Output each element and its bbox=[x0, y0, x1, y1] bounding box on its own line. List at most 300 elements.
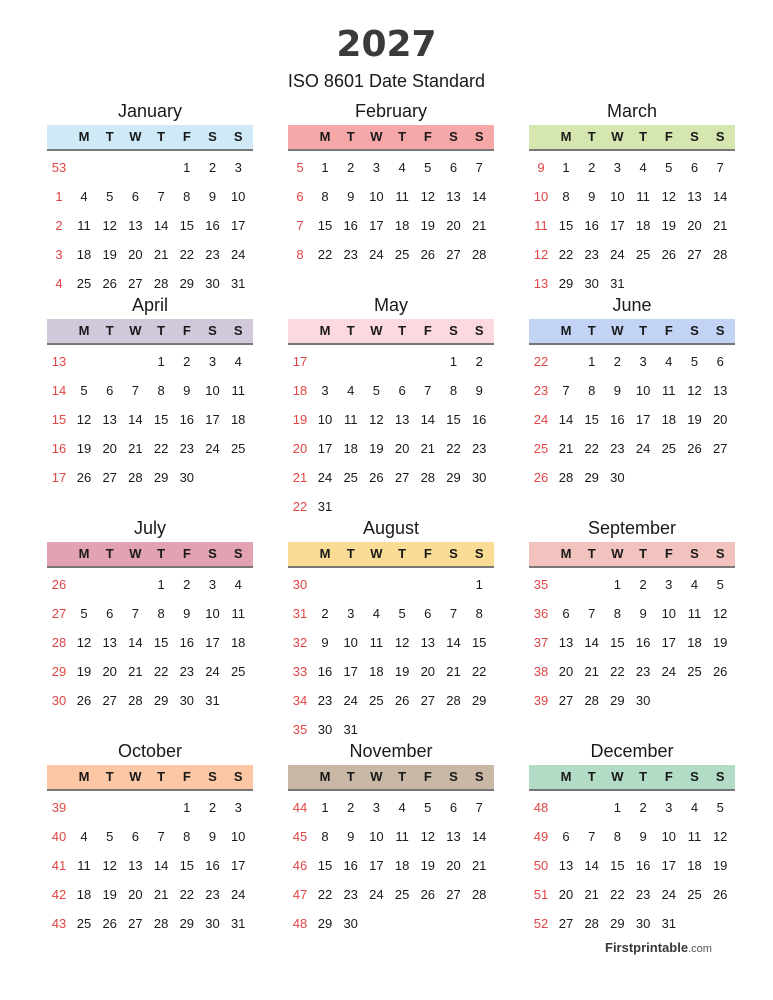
week-number: 40 bbox=[51, 829, 67, 844]
weekday-label: T bbox=[157, 129, 166, 144]
weekday-label: M bbox=[560, 129, 572, 144]
day-cell: 15 bbox=[584, 412, 599, 427]
week-number: 22 bbox=[533, 354, 549, 369]
day-cell: 18 bbox=[230, 635, 246, 650]
day-cell: 5 bbox=[372, 383, 380, 398]
day-cell: 30 bbox=[635, 693, 651, 708]
day-cell: 9 bbox=[613, 383, 621, 398]
week-number: 28 bbox=[51, 635, 67, 650]
day-cell: 21 bbox=[153, 887, 169, 902]
day-cell: 19 bbox=[102, 247, 117, 262]
day-cell: 23 bbox=[179, 664, 195, 679]
weekday-label: F bbox=[664, 323, 673, 338]
day-cell: 22 bbox=[153, 441, 169, 456]
day-cell: 4 bbox=[80, 829, 88, 844]
day-cell: 25 bbox=[635, 247, 651, 262]
week-number: 4 bbox=[55, 276, 63, 291]
day-cell: 17 bbox=[205, 635, 220, 650]
weekday-header bbox=[47, 542, 253, 568]
day-cell: 22 bbox=[558, 247, 574, 262]
day-cell: 26 bbox=[369, 470, 384, 485]
weekday-label: W bbox=[129, 546, 142, 561]
day-cell: 9 bbox=[183, 383, 191, 398]
day-cell: 16 bbox=[343, 218, 358, 233]
weekday-label: S bbox=[233, 323, 243, 338]
day-cell: 18 bbox=[687, 858, 702, 873]
day-cell: 10 bbox=[661, 606, 677, 621]
day-cell: 12 bbox=[712, 606, 728, 621]
day-cell: 9 bbox=[208, 829, 217, 844]
weekday-label: F bbox=[664, 546, 673, 561]
day-cell: 15 bbox=[558, 218, 574, 233]
day-cell: 25 bbox=[369, 693, 384, 708]
week-number: 31 bbox=[292, 606, 308, 621]
day-cell: 27 bbox=[420, 693, 436, 708]
day-cell: 8 bbox=[183, 829, 191, 844]
weekday-label: F bbox=[423, 769, 432, 784]
weekday-label: S bbox=[690, 129, 699, 144]
day-cell: 14 bbox=[471, 189, 487, 204]
day-cell: 19 bbox=[420, 858, 436, 873]
day-cell: 23 bbox=[584, 247, 599, 262]
day-cell: 27 bbox=[687, 247, 702, 262]
day-cell: 28 bbox=[471, 247, 487, 262]
day-cell: 6 bbox=[106, 606, 114, 621]
day-cell: 18 bbox=[369, 664, 384, 679]
day-cell: 13 bbox=[687, 189, 702, 204]
day-cell: 10 bbox=[369, 829, 384, 844]
day-cell: 7 bbox=[131, 606, 139, 621]
day-cell: 18 bbox=[394, 858, 410, 873]
day-cell: 1 bbox=[449, 354, 458, 369]
day-cell: 30 bbox=[205, 916, 220, 931]
day-cell: 8 bbox=[613, 606, 621, 621]
weekday-label: W bbox=[129, 323, 142, 338]
weekday-label: W bbox=[611, 129, 624, 144]
weekday-label: T bbox=[587, 546, 596, 561]
day-cell: 12 bbox=[712, 829, 728, 844]
day-cell: 15 bbox=[317, 218, 333, 233]
day-cell: 21 bbox=[471, 858, 487, 873]
day-cell: 1 bbox=[157, 354, 165, 369]
day-cell: 20 bbox=[558, 887, 574, 902]
week-number: 25 bbox=[533, 441, 549, 456]
day-cell: 29 bbox=[317, 916, 333, 931]
week-number: 17 bbox=[292, 354, 308, 369]
day-cell: 7 bbox=[157, 189, 165, 204]
day-cell: 16 bbox=[471, 412, 487, 427]
weekday-label: T bbox=[639, 546, 648, 561]
day-cell: 8 bbox=[562, 189, 570, 204]
day-cell: 23 bbox=[179, 441, 195, 456]
week-number: 20 bbox=[292, 441, 308, 456]
day-cell: 19 bbox=[712, 635, 728, 650]
day-cell: 14 bbox=[471, 829, 487, 844]
day-cell: 21 bbox=[446, 664, 461, 679]
day-cell: 16 bbox=[343, 858, 358, 873]
day-cell: 16 bbox=[635, 635, 651, 650]
day-cell: 24 bbox=[369, 247, 384, 262]
day-cell: 22 bbox=[317, 887, 333, 902]
weekday-label: S bbox=[208, 769, 217, 784]
week-number: 43 bbox=[51, 916, 67, 931]
day-cell: 9 bbox=[208, 189, 217, 204]
day-cell: 25 bbox=[230, 441, 246, 456]
month-name: October bbox=[117, 741, 183, 761]
week-number: 47 bbox=[292, 887, 308, 902]
day-cell: 7 bbox=[475, 800, 483, 815]
day-cell: 19 bbox=[712, 858, 728, 873]
weekday-label: S bbox=[690, 546, 699, 561]
day-cell: 31 bbox=[343, 722, 358, 737]
day-cell: 16 bbox=[584, 218, 599, 233]
week-number: 3 bbox=[55, 247, 63, 262]
day-cell: 10 bbox=[230, 189, 246, 204]
weekday-label: M bbox=[319, 769, 331, 784]
day-cell: 18 bbox=[661, 412, 677, 427]
week-number: 35 bbox=[533, 577, 549, 592]
day-cell: 11 bbox=[687, 606, 702, 621]
week-number: 36 bbox=[533, 606, 549, 621]
day-cell: 17 bbox=[661, 635, 677, 650]
week-number: 34 bbox=[292, 693, 308, 708]
day-cell: 27 bbox=[128, 276, 143, 291]
weekday-label: W bbox=[611, 323, 624, 338]
day-cell: 26 bbox=[102, 276, 117, 291]
week-number: 2 bbox=[55, 218, 63, 233]
day-cell: 24 bbox=[661, 664, 677, 679]
day-cell: 26 bbox=[661, 247, 677, 262]
day-cell: 10 bbox=[230, 829, 246, 844]
week-number: 14 bbox=[51, 383, 67, 398]
month-name: September bbox=[587, 518, 677, 538]
day-cell: 7 bbox=[588, 829, 596, 844]
day-cell: 4 bbox=[690, 577, 699, 592]
day-cell: 24 bbox=[661, 887, 677, 902]
weekday-label: S bbox=[208, 546, 217, 561]
day-cell: 11 bbox=[77, 218, 91, 233]
day-cell: 14 bbox=[558, 412, 574, 427]
weekday-label: W bbox=[370, 546, 383, 561]
week-number: 23 bbox=[533, 383, 549, 398]
day-cell: 28 bbox=[446, 693, 461, 708]
day-cell: 16 bbox=[635, 858, 651, 873]
day-cell: 3 bbox=[208, 577, 217, 592]
day-cell: 11 bbox=[395, 189, 409, 204]
day-cell: 27 bbox=[558, 916, 574, 931]
day-cell: 28 bbox=[558, 470, 574, 485]
brand-name: Firstprintable bbox=[605, 940, 689, 955]
day-cell: 20 bbox=[420, 664, 436, 679]
brand-domain: .com bbox=[688, 943, 712, 955]
day-cell: 22 bbox=[584, 441, 599, 456]
weekday-label: T bbox=[639, 323, 648, 338]
day-cell: 1 bbox=[613, 800, 621, 815]
day-cell: 12 bbox=[369, 412, 384, 427]
day-cell: 14 bbox=[446, 635, 461, 650]
day-cell: 12 bbox=[420, 829, 436, 844]
day-cell: 25 bbox=[394, 887, 410, 902]
day-cell: 20 bbox=[446, 218, 461, 233]
day-cell: 24 bbox=[230, 247, 246, 262]
day-cell: 3 bbox=[208, 354, 217, 369]
day-cell: 1 bbox=[321, 160, 329, 175]
weekday-label: S bbox=[474, 769, 484, 784]
day-cell: 18 bbox=[394, 218, 410, 233]
day-cell: 12 bbox=[394, 635, 410, 650]
day-cell: 23 bbox=[343, 887, 358, 902]
day-cell: 23 bbox=[317, 693, 333, 708]
day-cell: 10 bbox=[343, 635, 358, 650]
day-cell: 28 bbox=[584, 916, 599, 931]
day-cell: 22 bbox=[610, 664, 625, 679]
day-cell: 12 bbox=[76, 635, 92, 650]
day-cell: 22 bbox=[179, 887, 195, 902]
day-cell: 20 bbox=[687, 218, 702, 233]
day-cell: 2 bbox=[475, 354, 483, 369]
day-cell: 19 bbox=[76, 441, 92, 456]
day-cell: 11 bbox=[395, 829, 409, 844]
weekday-header bbox=[529, 319, 735, 345]
weekday-header bbox=[288, 542, 494, 568]
day-cell: 7 bbox=[424, 383, 432, 398]
day-cell: 5 bbox=[716, 800, 724, 815]
day-cell: 13 bbox=[420, 635, 436, 650]
day-cell: 3 bbox=[234, 160, 242, 175]
day-cell: 13 bbox=[128, 858, 143, 873]
day-cell: 21 bbox=[558, 441, 574, 456]
week-number: 7 bbox=[296, 218, 304, 233]
weekday-label: S bbox=[715, 546, 725, 561]
weekday-label: T bbox=[346, 323, 355, 338]
day-cell: 13 bbox=[712, 383, 728, 398]
day-cell: 1 bbox=[157, 577, 165, 592]
day-cell: 6 bbox=[131, 829, 139, 844]
day-cell: 30 bbox=[343, 916, 358, 931]
day-cell: 1 bbox=[183, 160, 191, 175]
day-cell: 26 bbox=[420, 247, 436, 262]
day-cell: 9 bbox=[347, 829, 355, 844]
day-cell: 20 bbox=[446, 858, 461, 873]
day-cell: 9 bbox=[347, 189, 355, 204]
month-name: December bbox=[590, 741, 674, 761]
day-cell: 9 bbox=[475, 383, 483, 398]
day-cell: 30 bbox=[179, 693, 195, 708]
day-cell: 26 bbox=[420, 887, 436, 902]
day-cell: 15 bbox=[610, 858, 625, 873]
day-cell: 26 bbox=[76, 693, 92, 708]
day-cell: 4 bbox=[234, 577, 242, 592]
day-cell: 4 bbox=[398, 800, 406, 815]
day-cell: 23 bbox=[205, 887, 220, 902]
day-cell: 23 bbox=[635, 887, 651, 902]
weekday-label: M bbox=[319, 323, 331, 338]
day-cell: 12 bbox=[661, 189, 677, 204]
day-cell: 5 bbox=[106, 829, 114, 844]
day-cell: 20 bbox=[558, 664, 574, 679]
week-number: 52 bbox=[533, 916, 549, 931]
week-number: 10 bbox=[533, 189, 549, 204]
weekday-label: S bbox=[715, 323, 725, 338]
day-cell: 29 bbox=[610, 916, 625, 931]
day-cell: 13 bbox=[102, 412, 117, 427]
week-number: 27 bbox=[51, 606, 67, 621]
day-cell: 22 bbox=[153, 664, 169, 679]
week-number: 8 bbox=[296, 247, 304, 262]
day-cell: 11 bbox=[687, 829, 702, 844]
brand-logo bbox=[605, 940, 712, 955]
week-number: 29 bbox=[51, 664, 67, 679]
weekday-label: F bbox=[664, 129, 673, 144]
day-cell: 25 bbox=[76, 916, 92, 931]
day-cell: 29 bbox=[471, 693, 487, 708]
day-cell: 12 bbox=[76, 412, 92, 427]
day-cell: 8 bbox=[475, 606, 483, 621]
weekday-label: F bbox=[423, 323, 432, 338]
weekday-header bbox=[47, 765, 253, 791]
page-subtitle: ISO 8601 Date Standard bbox=[287, 71, 486, 91]
day-cell: 6 bbox=[562, 829, 570, 844]
day-cell: 8 bbox=[613, 829, 621, 844]
day-cell: 23 bbox=[471, 441, 487, 456]
day-cell: 4 bbox=[639, 160, 647, 175]
day-cell: 31 bbox=[661, 916, 677, 931]
day-cell: 18 bbox=[687, 635, 702, 650]
weekday-label: W bbox=[129, 129, 142, 144]
day-cell: 17 bbox=[369, 858, 384, 873]
weekday-label: M bbox=[78, 769, 90, 784]
weekday-label: S bbox=[208, 129, 217, 144]
month-name: May bbox=[373, 295, 408, 315]
day-cell: 14 bbox=[584, 635, 599, 650]
day-cell: 29 bbox=[558, 276, 574, 291]
weekday-label: S bbox=[449, 546, 458, 561]
week-number: 48 bbox=[533, 800, 549, 815]
day-cell: 25 bbox=[687, 664, 702, 679]
day-cell: 17 bbox=[317, 441, 333, 456]
weekday-label: S bbox=[233, 769, 243, 784]
day-cell: 15 bbox=[153, 412, 169, 427]
week-number: 26 bbox=[533, 470, 549, 485]
week-number: 53 bbox=[51, 160, 67, 175]
day-cell: 21 bbox=[420, 441, 436, 456]
day-cell: 9 bbox=[639, 606, 647, 621]
week-number: 15 bbox=[51, 412, 67, 427]
day-cell: 8 bbox=[321, 189, 329, 204]
day-cell: 31 bbox=[610, 276, 625, 291]
day-cell: 1 bbox=[613, 577, 621, 592]
day-cell: 6 bbox=[562, 606, 570, 621]
day-cell: 20 bbox=[128, 887, 143, 902]
weekday-label: M bbox=[78, 129, 90, 144]
day-cell: 13 bbox=[394, 412, 410, 427]
day-cell: 4 bbox=[690, 800, 699, 815]
week-number: 33 bbox=[292, 664, 308, 679]
day-cell: 5 bbox=[106, 189, 114, 204]
day-cell: 27 bbox=[128, 916, 143, 931]
weekday-header bbox=[288, 125, 494, 151]
day-cell: 5 bbox=[424, 160, 432, 175]
day-cell: 30 bbox=[635, 916, 651, 931]
day-cell: 26 bbox=[687, 441, 702, 456]
day-cell: 11 bbox=[231, 606, 245, 621]
day-cell: 11 bbox=[343, 412, 358, 427]
day-cell: 10 bbox=[205, 383, 220, 398]
week-number: 1 bbox=[55, 189, 63, 204]
day-cell: 19 bbox=[394, 664, 410, 679]
weekday-header bbox=[288, 765, 494, 791]
day-cell: 24 bbox=[369, 887, 384, 902]
weekday-label: T bbox=[587, 129, 596, 144]
day-cell: 5 bbox=[398, 606, 406, 621]
month-name: August bbox=[362, 518, 420, 538]
week-number: 13 bbox=[533, 276, 549, 291]
day-cell: 4 bbox=[398, 160, 406, 175]
day-cell: 26 bbox=[76, 470, 92, 485]
day-cell: 9 bbox=[639, 829, 647, 844]
day-cell: 14 bbox=[128, 412, 143, 427]
weekday-label: T bbox=[587, 323, 596, 338]
weekday-label: T bbox=[346, 546, 355, 561]
day-cell: 30 bbox=[471, 470, 487, 485]
month-name: March bbox=[606, 101, 657, 121]
weekday-label: T bbox=[398, 769, 407, 784]
day-cell: 17 bbox=[661, 858, 677, 873]
day-cell: 27 bbox=[446, 247, 461, 262]
week-number: 16 bbox=[51, 441, 67, 456]
weekday-label: S bbox=[715, 769, 725, 784]
day-cell: 15 bbox=[317, 858, 333, 873]
day-cell: 31 bbox=[317, 499, 333, 514]
week-number: 48 bbox=[292, 916, 308, 931]
week-number: 30 bbox=[292, 577, 308, 592]
weekday-label: F bbox=[182, 769, 191, 784]
day-cell: 6 bbox=[106, 383, 114, 398]
day-cell: 10 bbox=[205, 606, 220, 621]
day-cell: 23 bbox=[205, 247, 220, 262]
day-cell: 24 bbox=[205, 664, 220, 679]
weekday-label: M bbox=[319, 546, 331, 561]
week-number: 39 bbox=[533, 693, 549, 708]
day-cell: 8 bbox=[449, 383, 458, 398]
day-cell: 3 bbox=[613, 160, 621, 175]
day-cell: 15 bbox=[446, 412, 461, 427]
week-number: 26 bbox=[51, 577, 67, 592]
day-cell: 3 bbox=[234, 800, 242, 815]
weekday-label: M bbox=[78, 546, 90, 561]
day-cell: 8 bbox=[183, 189, 191, 204]
day-cell: 23 bbox=[635, 664, 651, 679]
day-cell: 20 bbox=[394, 441, 410, 456]
day-cell: 27 bbox=[446, 887, 461, 902]
weekday-label: T bbox=[157, 323, 166, 338]
weekday-label: M bbox=[78, 323, 90, 338]
day-cell: 19 bbox=[661, 218, 677, 233]
weekday-label: T bbox=[398, 323, 407, 338]
day-cell: 4 bbox=[347, 383, 355, 398]
day-cell: 27 bbox=[394, 470, 410, 485]
day-cell: 11 bbox=[77, 858, 91, 873]
week-number: 51 bbox=[533, 887, 549, 902]
day-cell: 28 bbox=[584, 693, 599, 708]
week-number: 41 bbox=[51, 858, 67, 873]
weekday-label: F bbox=[423, 129, 432, 144]
day-cell: 16 bbox=[179, 412, 195, 427]
day-cell: 13 bbox=[558, 635, 574, 650]
day-cell: 27 bbox=[712, 441, 728, 456]
day-cell: 24 bbox=[317, 470, 333, 485]
day-cell: 3 bbox=[321, 383, 329, 398]
